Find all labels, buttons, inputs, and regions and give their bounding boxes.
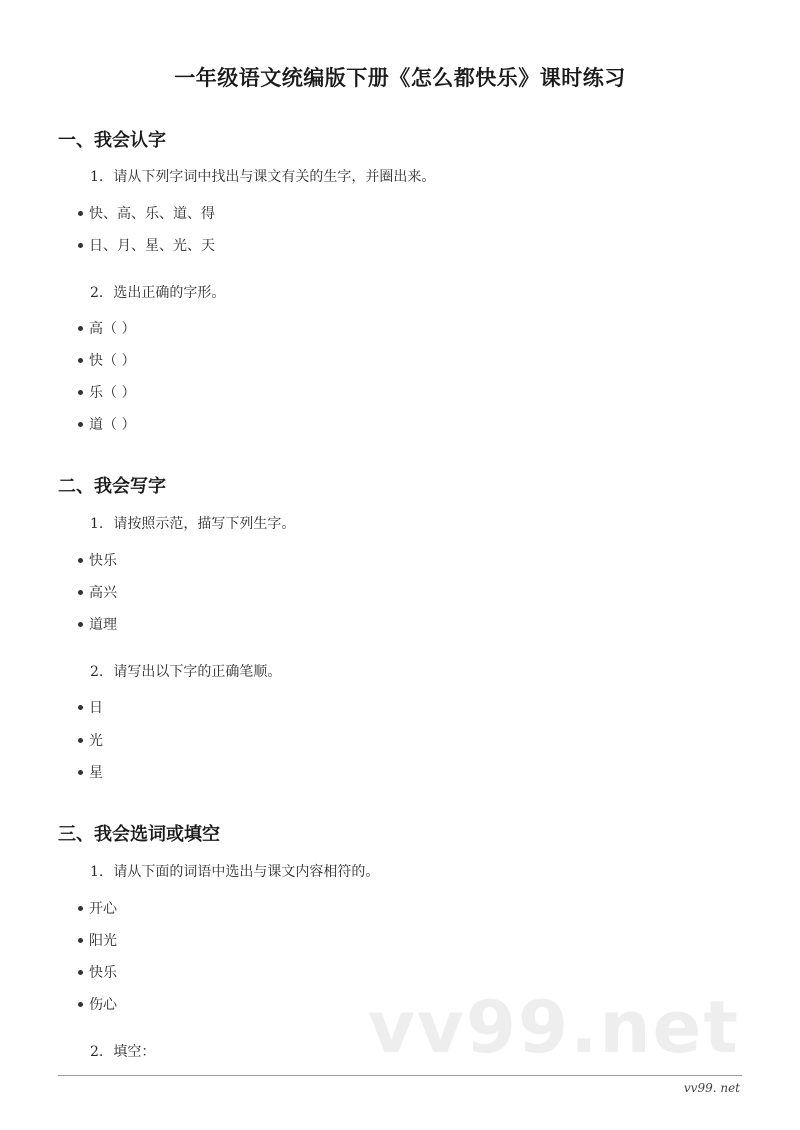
- footer-text: vv99. net: [683, 1081, 740, 1095]
- question-text: 填空：: [113, 1044, 156, 1060]
- question-number: 1.: [90, 516, 104, 532]
- list-item: [78, 730, 103, 750]
- question-text: 请按照示范，描写下列生字。: [113, 516, 296, 532]
- list-item: [78, 414, 135, 434]
- bullet-icon: [78, 558, 83, 563]
- section-heading-2: 二、我会写字: [58, 476, 166, 497]
- question-text: 选出正确的字形。: [113, 285, 226, 301]
- list-item: [78, 614, 117, 634]
- list-item: [78, 898, 117, 918]
- bullet-icon: [78, 390, 83, 395]
- question-1-2: [90, 282, 225, 302]
- bullet-icon: [78, 906, 83, 911]
- watermark: vv99.net: [368, 985, 740, 1069]
- bullet-icon: [78, 970, 83, 975]
- list-item: [78, 235, 215, 255]
- list-item: [78, 203, 215, 223]
- question-1-1: [90, 166, 435, 186]
- list-item-text: 快乐: [89, 965, 117, 981]
- list-item: [78, 962, 117, 982]
- bullet-icon: [78, 326, 83, 331]
- list-item-text: 快、高、乐、道、得: [89, 206, 215, 222]
- list-item-text: 快乐: [89, 553, 117, 569]
- question-2-2: [90, 661, 281, 681]
- question-text: 请写出以下字的正确笔顺。: [113, 664, 282, 680]
- list-item: [78, 550, 117, 570]
- bullet-icon: [78, 422, 83, 427]
- question-number: 2.: [90, 1044, 104, 1060]
- page-title: 一年级语文统编版下册《怎么都快乐》课时练习: [174, 66, 626, 90]
- bullet-icon: [78, 705, 83, 710]
- list-item: [78, 350, 135, 370]
- list-item-text: 日: [89, 700, 103, 716]
- list-item-text: 快（ ）: [89, 353, 136, 369]
- bullet-icon: [78, 358, 83, 363]
- section-heading-1: 一、我会认字: [58, 130, 166, 151]
- bullet-icon: [78, 1002, 83, 1007]
- question-3-2: [90, 1041, 155, 1061]
- list-item: [78, 582, 117, 602]
- list-item: [78, 318, 135, 338]
- list-item: [78, 994, 117, 1014]
- bullet-icon: [78, 938, 83, 943]
- list-item-text: 光: [89, 733, 103, 749]
- list-item-text: 日、月、星、光、天: [89, 238, 215, 254]
- list-item: [78, 930, 117, 950]
- question-3-1: [90, 861, 379, 881]
- list-item: [78, 697, 103, 717]
- question-number: 1.: [90, 864, 104, 880]
- list-item-text: 星: [89, 765, 103, 781]
- question-2-1: [90, 513, 295, 533]
- list-item-text: 高（ ）: [89, 321, 136, 337]
- list-item-text: 道理: [89, 617, 117, 633]
- list-item-text: 乐（ ）: [89, 385, 136, 401]
- question-number: 1.: [90, 169, 104, 185]
- footer-divider: [58, 1075, 742, 1076]
- bullet-icon: [78, 622, 83, 627]
- list-item-text: 开心: [89, 901, 117, 917]
- section-heading-3: 三、我会选词或填空: [58, 824, 220, 845]
- list-item-text: 伤心: [89, 997, 117, 1013]
- bullet-icon: [78, 590, 83, 595]
- list-item-text: 阳光: [89, 933, 117, 949]
- question-text: 请从下面的词语中选出与课文内容相符的。: [113, 864, 380, 880]
- bullet-icon: [78, 770, 83, 775]
- bullet-icon: [78, 243, 83, 248]
- question-text: 请从下列字词中找出与课文有关的生字，并圈出来。: [113, 169, 436, 185]
- list-item-text: 道（ ）: [89, 417, 136, 433]
- list-item: [78, 382, 135, 402]
- bullet-icon: [78, 211, 83, 216]
- list-item: [78, 762, 103, 782]
- bullet-icon: [78, 738, 83, 743]
- question-number: 2.: [90, 664, 104, 680]
- list-item-text: 高兴: [89, 585, 117, 601]
- question-number: 2.: [90, 285, 104, 301]
